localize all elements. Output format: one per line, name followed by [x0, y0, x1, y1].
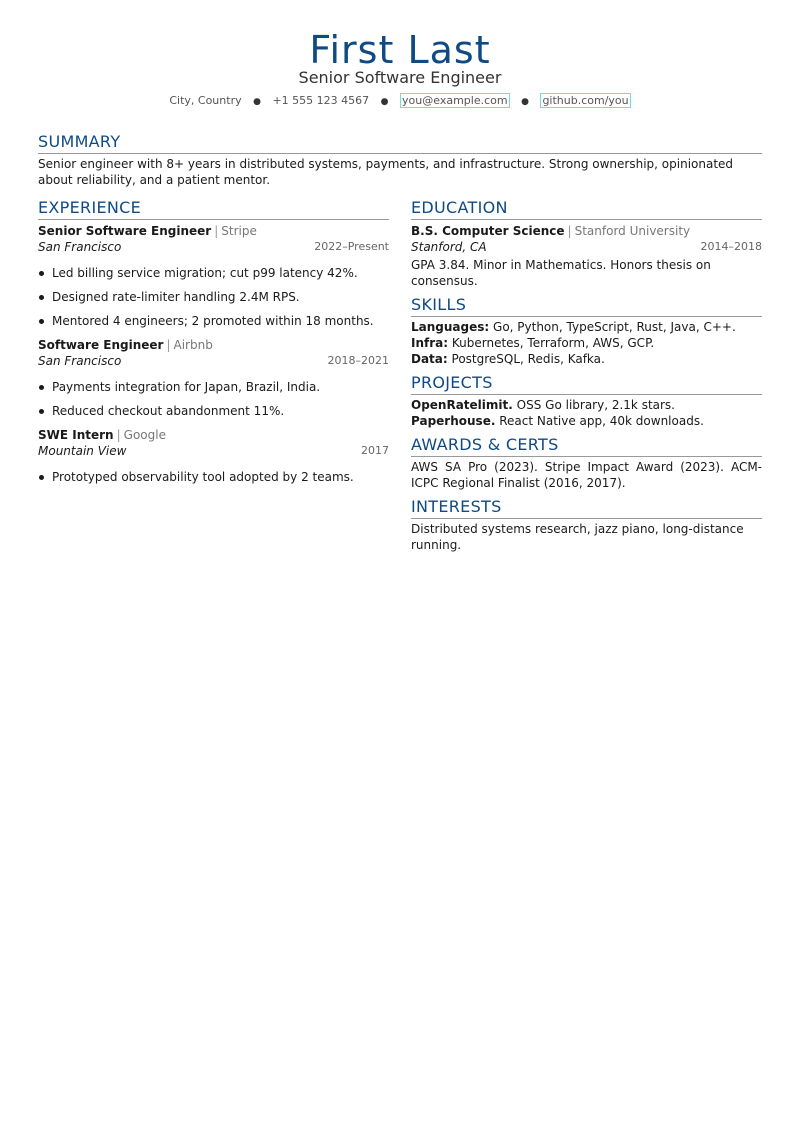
job-title: Software Engineer — [38, 338, 164, 352]
skill-value: Go, Python, TypeScript, Rust, Java, C++. — [493, 320, 736, 334]
bullet-separator-icon: ● — [380, 97, 389, 107]
awards-section — [411, 435, 762, 491]
education-details: GPA 3.84. Minor in Mathematics. Honors thesis on consensus. — [411, 258, 711, 288]
two-column-body — [38, 198, 762, 559]
job-entry: Software Engineer | Airbnb San Francisco 2018–2021 Payments integration for Japan, Brazil, India. Reduced checkout abandonment 11%. — [38, 338, 389, 418]
job-bullets — [38, 379, 389, 419]
degree-title: B.S. Computer Science — [411, 224, 565, 238]
contact-line — [38, 93, 762, 110]
right-column — [411, 198, 762, 559]
section-title-summary: SUMMARY — [38, 132, 762, 154]
awards-text: AWS SA Pro (2023). Stripe Impact Award (2023). ACM-ICPC Regional Finalist (2016, 2017). — [411, 460, 762, 490]
job-dates: 2022–Present — [314, 240, 389, 253]
interests-text: Distributed systems research, jazz piano, long-distance running. — [411, 522, 744, 552]
job-title: SWE Intern — [38, 428, 114, 442]
interests-section — [411, 497, 762, 553]
job-company: Google — [123, 428, 166, 442]
section-title-projects: PROJECTS — [411, 373, 762, 395]
list-item: Reduced checkout abandonment 11%. — [38, 403, 389, 419]
contact-github-link[interactable]: github.com/you — [542, 94, 629, 107]
list-item: Mentored 4 engineers; 2 promoted within 18 months. — [38, 313, 389, 329]
school-location: Stanford, CA — [411, 240, 487, 254]
list-item: Led billing service migration; cut p99 latency 42%. — [38, 265, 389, 281]
list-item: Payments integration for Japan, Brazil, India. — [38, 379, 389, 395]
job-company: Stripe — [221, 224, 257, 238]
resume-header — [38, 30, 762, 110]
project-name: OpenRatelimit. — [411, 398, 513, 412]
contact-email-link[interactable]: you@example.com — [402, 94, 508, 107]
person-name: First Last — [309, 28, 491, 72]
project-row — [411, 397, 762, 413]
job-location: San Francisco — [38, 354, 122, 368]
resume-page — [38, 30, 762, 559]
job-dates: 2018–2021 — [327, 354, 389, 367]
project-row — [411, 413, 762, 429]
project-description: OSS Go library, 2.1k stars. — [516, 398, 675, 412]
projects-section — [411, 373, 762, 429]
skill-row — [411, 335, 762, 351]
job-location: Mountain View — [38, 444, 127, 458]
section-title-experience: EXPERIENCE — [38, 198, 389, 220]
job-company: Airbnb — [173, 338, 213, 352]
school-name: Stanford University — [574, 224, 691, 238]
education-dates: 2014–2018 — [700, 240, 762, 253]
bullet-separator-icon: ● — [521, 97, 529, 107]
section-title-awards: AWARDS & CERTS — [411, 435, 762, 457]
skill-value: Kubernetes, Terraform, AWS, GCP. — [451, 336, 655, 350]
person-role: Senior Software Engineer — [298, 68, 502, 87]
job-title: Senior Software Engineer — [38, 224, 212, 238]
contact-location: City, Country — [169, 94, 242, 107]
skill-row — [411, 351, 762, 367]
bullet-separator-icon: ● — [253, 97, 261, 107]
job-entry: Senior Software Engineer | Stripe San Francisco 2022–Present Led billing service migration; cut p99 latency 42%. Designed rate-limiter handling 2.4M RPS. Mentored 4 engineers; 2 promoted within 18 months. — [38, 224, 389, 328]
section-title-interests: INTERESTS — [411, 497, 762, 519]
job-entry: SWE Intern | Google Mountain View 2017 Prototyped observability tool adopted by 2 teams. — [38, 428, 389, 484]
skill-label: Infra: — [411, 336, 449, 350]
summary-section — [38, 132, 762, 188]
job-location: San Francisco — [38, 240, 122, 254]
education-section: EDUCATION B.S. Computer Science | Stanford University Stanford, CA 2014–2018 GPA 3.84. Minor in Mathematics. Honors thesis on consensus. — [411, 198, 762, 288]
section-title-education: EDUCATION — [411, 198, 762, 220]
left-column — [38, 198, 389, 559]
contact-phone: +1 555 123 4567 — [272, 94, 370, 107]
skills-section — [411, 295, 762, 367]
project-description: React Native app, 40k downloads. — [499, 414, 704, 428]
job-bullets — [38, 469, 389, 485]
skill-label: Data: — [411, 352, 448, 366]
job-bullets — [38, 265, 389, 329]
section-title-skills: SKILLS — [411, 295, 762, 317]
list-item: Designed rate-limiter handling 2.4M RPS. — [38, 289, 389, 305]
skill-label: Languages: — [411, 320, 490, 334]
project-name: Paperhouse. — [411, 414, 496, 428]
job-dates: 2017 — [361, 444, 389, 457]
list-item: Prototyped observability tool adopted by 2 teams. — [38, 469, 389, 485]
skill-value: PostgreSQL, Redis, Kafka. — [451, 352, 605, 366]
skill-row — [411, 319, 762, 335]
summary-text: Senior engineer with 8+ years in distributed systems, payments, and infrastructure. Strong ownership, opinionated about reliability, and a patient mentor. — [38, 157, 734, 187]
